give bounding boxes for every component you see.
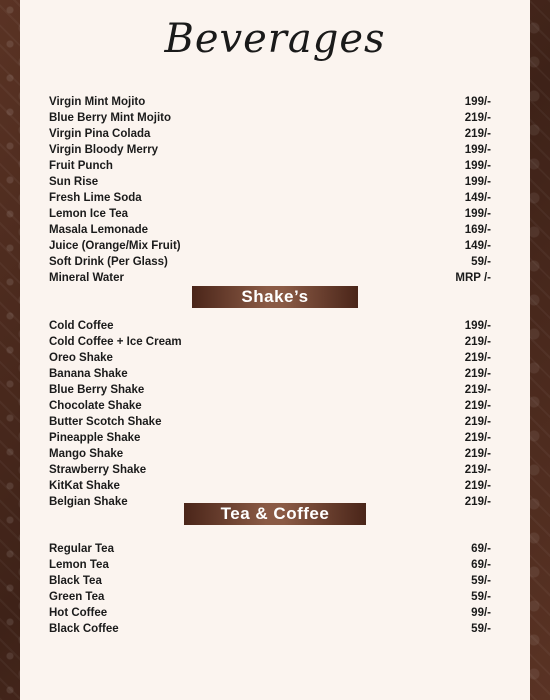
item-name: Lemon Ice Tea — [49, 208, 129, 220]
item-name: Masala Lemonade — [49, 224, 149, 236]
menu-item — [49, 589, 491, 605]
item-name: Banana Shake — [49, 368, 128, 380]
item-price: 219/- — [464, 384, 491, 396]
item-price: 199/- — [464, 144, 491, 156]
tea-coffee-heading: Tea & Coffee — [184, 503, 366, 525]
item-price: 69/- — [471, 559, 491, 571]
menu-item — [49, 206, 491, 222]
item-name: Oreo Shake — [49, 352, 113, 364]
item-name: Butter Scotch Shake — [49, 416, 162, 428]
item-name: Virgin Pina Colada — [49, 128, 151, 140]
item-price: 219/- — [464, 464, 491, 476]
item-price: 219/- — [464, 128, 491, 140]
menu-item — [49, 414, 491, 430]
item-name: Juice (Orange/Mix Fruit) — [49, 240, 181, 252]
menu-item — [49, 110, 491, 126]
menu-item — [49, 174, 491, 190]
item-name: Cold Coffee — [49, 320, 114, 332]
shakes-heading: Shake’s — [192, 286, 358, 308]
menu-item — [49, 334, 491, 350]
menu-item — [49, 126, 491, 142]
item-name: Fresh Lime Soda — [49, 192, 142, 204]
menu-item — [49, 94, 491, 110]
item-price: 59/- — [471, 575, 491, 587]
item-name: Black Coffee — [49, 623, 119, 635]
item-price: 149/- — [464, 192, 491, 204]
menu-item — [49, 142, 491, 158]
menu-item — [49, 270, 491, 286]
item-name: Strawberry Shake — [49, 464, 147, 476]
menu-item — [49, 557, 491, 573]
item-price: 59/- — [471, 256, 491, 268]
tea-coffee-list — [49, 541, 491, 637]
item-name: Black Tea — [49, 575, 102, 587]
item-price: 59/- — [471, 591, 491, 603]
item-price: 199/- — [464, 96, 491, 108]
item-name: Soft Drink (Per Glass) — [49, 256, 168, 268]
item-price: 219/- — [464, 352, 491, 364]
menu-item — [49, 446, 491, 462]
item-name: Fruit Punch — [49, 160, 113, 172]
item-name: Hot Coffee — [49, 607, 108, 619]
item-name: Sun Rise — [49, 176, 99, 188]
item-name: Cold Coffee + Ice Cream — [49, 336, 182, 348]
item-price: 219/- — [464, 432, 491, 444]
menu-item — [49, 318, 491, 334]
menu-item — [49, 382, 491, 398]
menu-item — [49, 430, 491, 446]
item-name: Mango Shake — [49, 448, 124, 460]
item-name: Blue Berry Mint Mojito — [49, 112, 172, 124]
item-name: Regular Tea — [49, 543, 114, 555]
menu-item — [49, 190, 491, 206]
menu-title: Beverages — [164, 16, 386, 62]
item-price: 199/- — [464, 208, 491, 220]
menu-item — [49, 573, 491, 589]
item-name: Green Tea — [49, 591, 105, 603]
item-price: 99/- — [471, 607, 491, 619]
item-price: 199/- — [464, 160, 491, 172]
item-price: 219/- — [464, 496, 491, 508]
item-name: KitKat Shake — [49, 480, 120, 492]
menu-item — [49, 254, 491, 270]
item-name: Lemon Tea — [49, 559, 109, 571]
menu-item — [49, 605, 491, 621]
menu-item — [49, 621, 491, 637]
item-price: 219/- — [464, 416, 491, 428]
shakes-list — [49, 318, 491, 510]
item-name: Virgin Mint Mojito — [49, 96, 146, 108]
menu-item — [49, 350, 491, 366]
item-price: MRP /- — [455, 272, 491, 284]
menu-item — [49, 366, 491, 382]
item-price: 219/- — [464, 448, 491, 460]
item-name: Blue Berry Shake — [49, 384, 145, 396]
item-price: 219/- — [464, 336, 491, 348]
menu-item — [49, 238, 491, 254]
menu-item — [49, 462, 491, 478]
item-price: 169/- — [464, 224, 491, 236]
item-price: 219/- — [464, 480, 491, 492]
beverages-list — [49, 94, 491, 286]
item-price: 219/- — [464, 368, 491, 380]
item-price: 219/- — [464, 400, 491, 412]
menu-item — [49, 158, 491, 174]
item-name: Virgin Bloody Merry — [49, 144, 159, 156]
item-name: Pineapple Shake — [49, 432, 141, 444]
menu-item — [49, 398, 491, 414]
item-price: 149/- — [464, 240, 491, 252]
item-name: Mineral Water — [49, 272, 124, 284]
menu-item — [49, 222, 491, 238]
item-name: Chocolate Shake — [49, 400, 142, 412]
item-price: 59/- — [471, 623, 491, 635]
item-price: 69/- — [471, 543, 491, 555]
menu-item — [49, 478, 491, 494]
menu-page — [20, 0, 530, 700]
item-price: 199/- — [464, 176, 491, 188]
item-price: 199/- — [464, 320, 491, 332]
item-price: 219/- — [464, 112, 491, 124]
item-name: Belgian Shake — [49, 496, 128, 508]
menu-item — [49, 541, 491, 557]
